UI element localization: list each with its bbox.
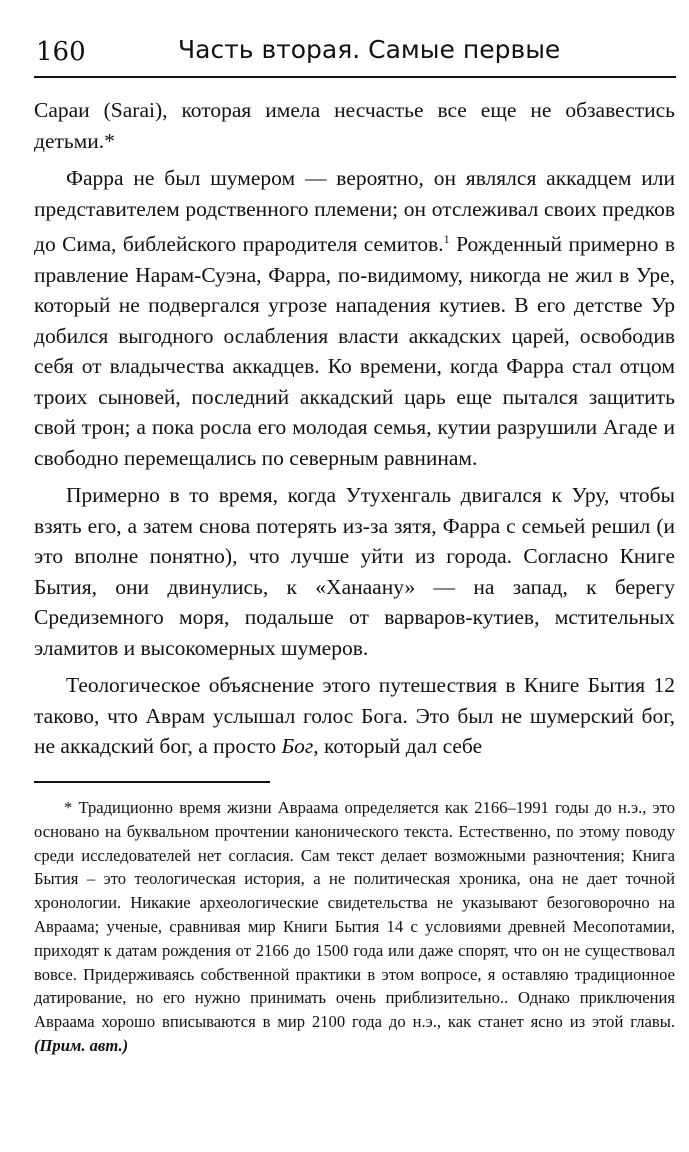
main-text xyxy=(34,95,675,769)
paragraph-4 xyxy=(34,670,675,762)
paragraph-2 xyxy=(34,163,675,473)
endnote-marker: 1 xyxy=(443,232,450,246)
paragraph-2-text-a: Фарра не был шумером — вероятно, он являлся аккадцем или представителем родственного племени; он отслеживал своих предков до Сима, библейского прародителя семитов. xyxy=(34,166,675,257)
paragraph-1 xyxy=(34,95,675,156)
running-title: Часть вторая. Самые первые xyxy=(178,35,561,64)
paragraph-3 xyxy=(34,480,675,663)
page-number: 160 xyxy=(36,37,86,67)
footnote xyxy=(34,796,675,1058)
paragraph-4-emphasis: Бог xyxy=(281,734,314,759)
header-rule xyxy=(34,76,676,78)
footnote-star: * xyxy=(64,798,73,817)
footnote-attribution: (Прим. авт.) xyxy=(34,1035,129,1055)
page-header xyxy=(34,34,676,78)
paragraph-3-text: Примерно в то время, когда Утухенгаль двигался к Уру, чтобы взять его, а затем снова потерять из-за зятя, Фарра с семьей решил (и это вполне понятно), что лучше уйти из города. Согласно Книге Бытия, они двинулись, к «Ханаану» — на запад, к берегу Средиземного моря, подальше от варваров-кутиев, мстительных эламитов и высокомерных шумеров. xyxy=(34,483,675,660)
paragraph-4-text-b: , который дал себе xyxy=(313,734,483,759)
paragraph-4-text-a: Теологическое объяснение этого путешествия в Книге Бытия 12 таково, что Аврам услышал голос Бога. Это был не шумерский бог, не аккадский бог, а просто xyxy=(34,673,675,759)
footnote-rule xyxy=(34,781,270,783)
paragraph-2-text-b: Рожденный примерно в правление Нарам-Суэна, Фарра, по-видимому, никогда не жил в Уре, который не подвергался угрозе нападения кутиев. В его детстве Ур добился выгодного ослабления власти аккадских царей, освободив себя от владычества аккадцев. Ко времени, когда Фарра стал отцом троих сыновей, последний аккадский царь еще пытался защитить свой трон; а пока росла его молодая семья, кутии разрушили Агаде и свободно перемещались по северным равнинам. xyxy=(34,232,675,470)
footnote-marker: * xyxy=(104,128,115,153)
footnote-text: Традиционно время жизни Авраама определяется как 2166–1991 годы до н.э., это основано на буквальном прочтении канонического текста. Естественно, по этому поводу среди исследователей нет согласия. Сам текст делает возможными разночтения; Книга Бытия – это теологическая история, а не политическая хроника, она не дает точной хронологии. Никакие археологические свидетельства не указывают безоговорочно на Авраама; ученые, сравнивая мир Книги Бытия 14 с условиями древней Месопотамии, приходят к датам рождения от 2166 до 1500 года или даже спорят, что он не существовал вовсе. Придерживаясь собственной практики в этом вопросе, я оставляю традиционное датирование, но его нужно принимать очень приблизительно.. Однако приключения Авраама хорошо вписываются в мир 2100 года до н.э., как станет ясно из этой главы. xyxy=(34,798,675,1032)
paragraph-1-text: Сараи (Sarai), которая имела несчастье все еще не обзавестись детьми. xyxy=(34,98,675,153)
